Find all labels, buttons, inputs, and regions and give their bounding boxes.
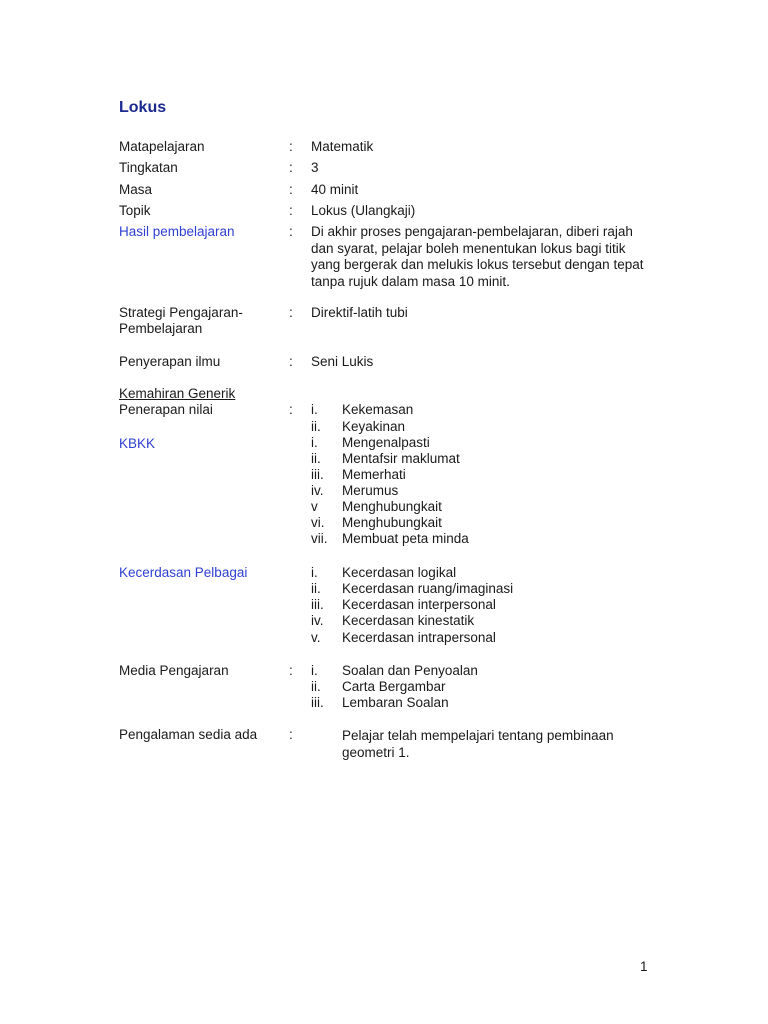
list-item-text: Kecerdasan intrapersonal xyxy=(342,630,496,645)
label-penyerapan-ilmu: Penyerapan ilmu xyxy=(119,354,221,369)
value-penyerapan-ilmu: Seni Lukis xyxy=(311,354,374,369)
list-item-text: Kekemasan xyxy=(342,402,414,417)
list-item-text: Memerhati xyxy=(342,467,406,482)
list-item-number: v xyxy=(311,499,318,514)
colon-penyerapan-ilmu: : xyxy=(289,354,293,369)
list-item-number: i. xyxy=(311,565,318,580)
value-masa: 40 minit xyxy=(311,182,359,197)
list-item-text: Kecerdasan logikal xyxy=(342,565,457,580)
label-pengalaman-sedia-ada: Pengalaman sedia ada xyxy=(119,727,258,742)
label-strategi-line1: Strategi Pengajaran- xyxy=(119,305,243,320)
colon-penerapan-nilai: : xyxy=(289,402,293,417)
list-item-number: ii. xyxy=(311,581,321,596)
list-item-text: Mentafsir maklumat xyxy=(342,451,460,466)
list-item-text: Kecerdasan ruang/imaginasi xyxy=(342,581,514,596)
label-tingkatan: Tingkatan xyxy=(119,160,178,175)
list-item-number: ii. xyxy=(311,451,321,466)
label-kbkk: KBKK xyxy=(119,436,156,451)
list-item-number: iii. xyxy=(311,695,324,710)
list-item-number: ii. xyxy=(311,679,321,694)
colon-masa: : xyxy=(289,182,293,197)
list-item-text: Lembaran Soalan xyxy=(342,695,449,710)
list-item-text: Merumus xyxy=(342,483,399,498)
value-topik: Lokus (Ulangkaji) xyxy=(311,203,416,218)
value-strategi: Direktif-latih tubi xyxy=(311,305,408,320)
value-matapelajaran: Matematik xyxy=(311,139,374,154)
list-item-text: Mengenalpasti xyxy=(342,435,430,450)
list-item-number: ii. xyxy=(311,419,321,434)
colon-strategi: : xyxy=(289,305,293,320)
list-item-number: iii. xyxy=(311,597,324,612)
colon-matapelajaran: : xyxy=(289,139,293,154)
list-item-text: Kecerdasan kinestatik xyxy=(342,613,475,628)
list-item-number: v. xyxy=(311,630,321,645)
list-item-number: vi. xyxy=(311,515,325,530)
value-tingkatan: 3 xyxy=(311,160,319,175)
list-item-text: Kecerdasan interpersonal xyxy=(342,597,496,612)
label-hasil-pembelajaran: Hasil pembelajaran xyxy=(119,224,235,239)
label-strategi-line2: Pembelajaran xyxy=(119,321,203,336)
colon-hasil-pembelajaran: : xyxy=(289,224,293,239)
colon-pengalaman-sedia-ada: : xyxy=(289,727,293,742)
page-number: 1 xyxy=(640,959,648,974)
list-item-number: iii. xyxy=(311,467,324,482)
list-item-number: iv. xyxy=(311,613,324,628)
list-item-text: Membuat peta minda xyxy=(342,531,469,546)
list-item-number: vii. xyxy=(311,531,328,546)
label-topik: Topik xyxy=(119,203,151,218)
colon-media-pengajaran: : xyxy=(289,663,293,678)
list-item-text: Menghubungkait xyxy=(342,515,442,530)
colon-tingkatan: : xyxy=(289,160,293,175)
list-item-text: Keyakinan xyxy=(342,419,406,434)
label-media-pengajaran: Media Pengajaran xyxy=(119,663,229,678)
value-pengalaman-sedia-ada: Pelajar telah mempelajari tentang pembinaan geometri 1. xyxy=(342,728,614,760)
list-item-number: i. xyxy=(311,435,318,450)
list-item-number: i. xyxy=(311,663,318,678)
label-masa: Masa xyxy=(119,182,153,197)
list-item-number: i. xyxy=(311,402,318,417)
label-penerapan-nilai: Penerapan nilai xyxy=(119,402,213,417)
heading-kemahiran-generik: Kemahiran Generik xyxy=(119,386,236,401)
page-title: Lokus xyxy=(119,99,167,116)
list-item-text: Carta Bergambar xyxy=(342,679,446,694)
list-item-text: Menghubungkait xyxy=(342,499,442,514)
label-matapelajaran: Matapelajaran xyxy=(119,139,205,154)
list-item-text: Soalan dan Penyoalan xyxy=(342,663,478,678)
list-item-number: iv. xyxy=(311,483,324,498)
label-kecerdasan-pelbagai: Kecerdasan Pelbagai xyxy=(119,565,248,580)
colon-topik: : xyxy=(289,203,293,218)
value-hasil-pembelajaran: Di akhir proses pengajaran-pembelajaran, diberi rajah dan syarat, pelajar boleh menentukan lokus bagi titik yang bergerak dan melukis lokus tersebut dengan tepat tanpa rujuk dalam masa 10 minit. xyxy=(311,224,644,289)
